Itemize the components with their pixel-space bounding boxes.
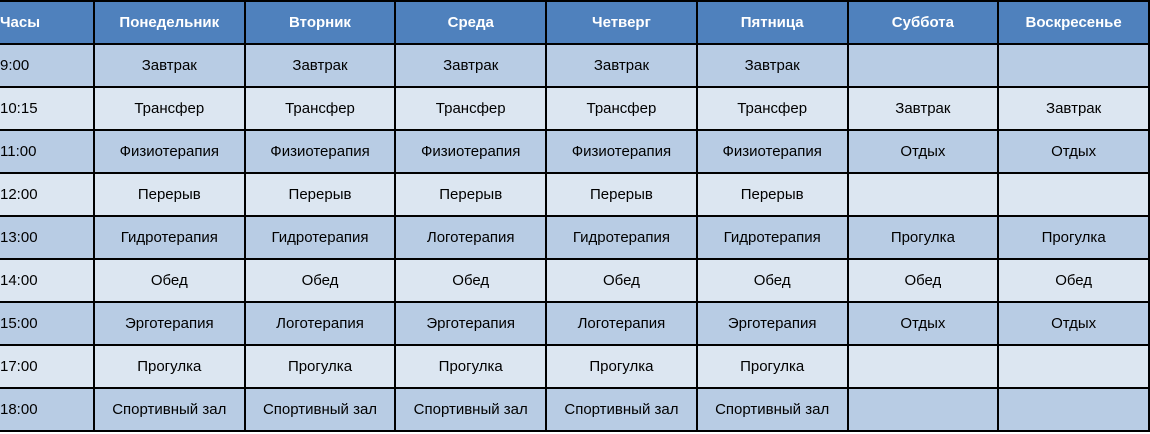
table-row (0, 44, 1149, 87)
time-cell: 15:00 (0, 302, 94, 345)
table-cell: Спортивный зал (94, 388, 245, 431)
table-row (0, 87, 1149, 130)
table-cell: Перерыв (245, 173, 396, 216)
table-cell: Завтрак (395, 44, 546, 87)
table-cell: Завтрак (94, 44, 245, 87)
table-cell: Обед (94, 259, 245, 302)
table-cell: Эрготерапия (395, 302, 546, 345)
time-cell: 14:00 (0, 259, 94, 302)
table-cell: Завтрак (546, 44, 697, 87)
time-cell: 17:00 (0, 345, 94, 388)
table-cell (998, 345, 1149, 388)
table-cell: Логотерапия (245, 302, 396, 345)
table-cell: Обед (848, 259, 999, 302)
table-cell (848, 173, 999, 216)
time-cell: 9:00 (0, 44, 94, 87)
table-cell: Прогулка (94, 345, 245, 388)
table-row (0, 302, 1149, 345)
table-cell: Прогулка (998, 216, 1149, 259)
table-cell: Физиотерапия (245, 130, 396, 173)
table-cell: Эрготерапия (94, 302, 245, 345)
header-thursday: Четверг (546, 1, 697, 44)
table-cell: Трансфер (94, 87, 245, 130)
table-cell: Завтрак (998, 87, 1149, 130)
table-row (0, 259, 1149, 302)
table-cell: Логотерапия (395, 216, 546, 259)
table-cell (998, 173, 1149, 216)
table-cell: Перерыв (546, 173, 697, 216)
time-cell: 12:00 (0, 173, 94, 216)
table-cell: Завтрак (697, 44, 848, 87)
table-row (0, 345, 1149, 388)
table-cell: Логотерапия (546, 302, 697, 345)
table-cell (848, 388, 999, 431)
table-cell: Спортивный зал (395, 388, 546, 431)
table-cell: Физиотерапия (94, 130, 245, 173)
table-cell: Перерыв (94, 173, 245, 216)
table-cell: Трансфер (395, 87, 546, 130)
time-cell: 18:00 (0, 388, 94, 431)
table-row (0, 388, 1149, 431)
table-cell: Гидротерапия (546, 216, 697, 259)
table-cell: Прогулка (697, 345, 848, 388)
table-cell: Прогулка (245, 345, 396, 388)
time-cell: 10:15 (0, 87, 94, 130)
header-wednesday: Среда (395, 1, 546, 44)
table-cell: Отдых (848, 130, 999, 173)
time-cell: 13:00 (0, 216, 94, 259)
table-cell: Перерыв (697, 173, 848, 216)
time-cell: 11:00 (0, 130, 94, 173)
table-cell: Гидротерапия (697, 216, 848, 259)
table-cell: Обед (546, 259, 697, 302)
table-cell: Спортивный зал (697, 388, 848, 431)
table-cell: Завтрак (848, 87, 999, 130)
table-cell: Трансфер (697, 87, 848, 130)
table-cell: Физиотерапия (546, 130, 697, 173)
table-cell: Трансфер (245, 87, 396, 130)
table-cell: Трансфер (546, 87, 697, 130)
header-hours: Часы (0, 1, 94, 44)
table-cell: Обед (998, 259, 1149, 302)
table-cell: Отдых (998, 302, 1149, 345)
table-cell: Обед (245, 259, 396, 302)
header-saturday: Суббота (848, 1, 999, 44)
header-tuesday: Вторник (245, 1, 396, 44)
table-cell: Прогулка (546, 345, 697, 388)
table-cell: Обед (697, 259, 848, 302)
table-cell (848, 44, 999, 87)
header-sunday: Воскресенье (998, 1, 1149, 44)
table-row (0, 173, 1149, 216)
table-cell: Обед (395, 259, 546, 302)
table-cell: Отдых (998, 130, 1149, 173)
table-cell (998, 44, 1149, 87)
header-monday: Понедельник (94, 1, 245, 44)
header-row (0, 1, 1149, 44)
header-friday: Пятница (697, 1, 848, 44)
table-cell: Завтрак (245, 44, 396, 87)
table-cell: Эрготерапия (697, 302, 848, 345)
table-cell: Физиотерапия (697, 130, 848, 173)
table-cell: Прогулка (395, 345, 546, 388)
table-cell (998, 388, 1149, 431)
table-cell: Отдых (848, 302, 999, 345)
table-cell: Перерыв (395, 173, 546, 216)
table-cell: Спортивный зал (245, 388, 396, 431)
table-cell: Прогулка (848, 216, 999, 259)
table-cell: Физиотерапия (395, 130, 546, 173)
table-row (0, 130, 1149, 173)
table-cell (848, 345, 999, 388)
table-cell: Спортивный зал (546, 388, 697, 431)
table-cell: Гидротерапия (94, 216, 245, 259)
table-cell: Гидротерапия (245, 216, 396, 259)
table-row (0, 216, 1149, 259)
